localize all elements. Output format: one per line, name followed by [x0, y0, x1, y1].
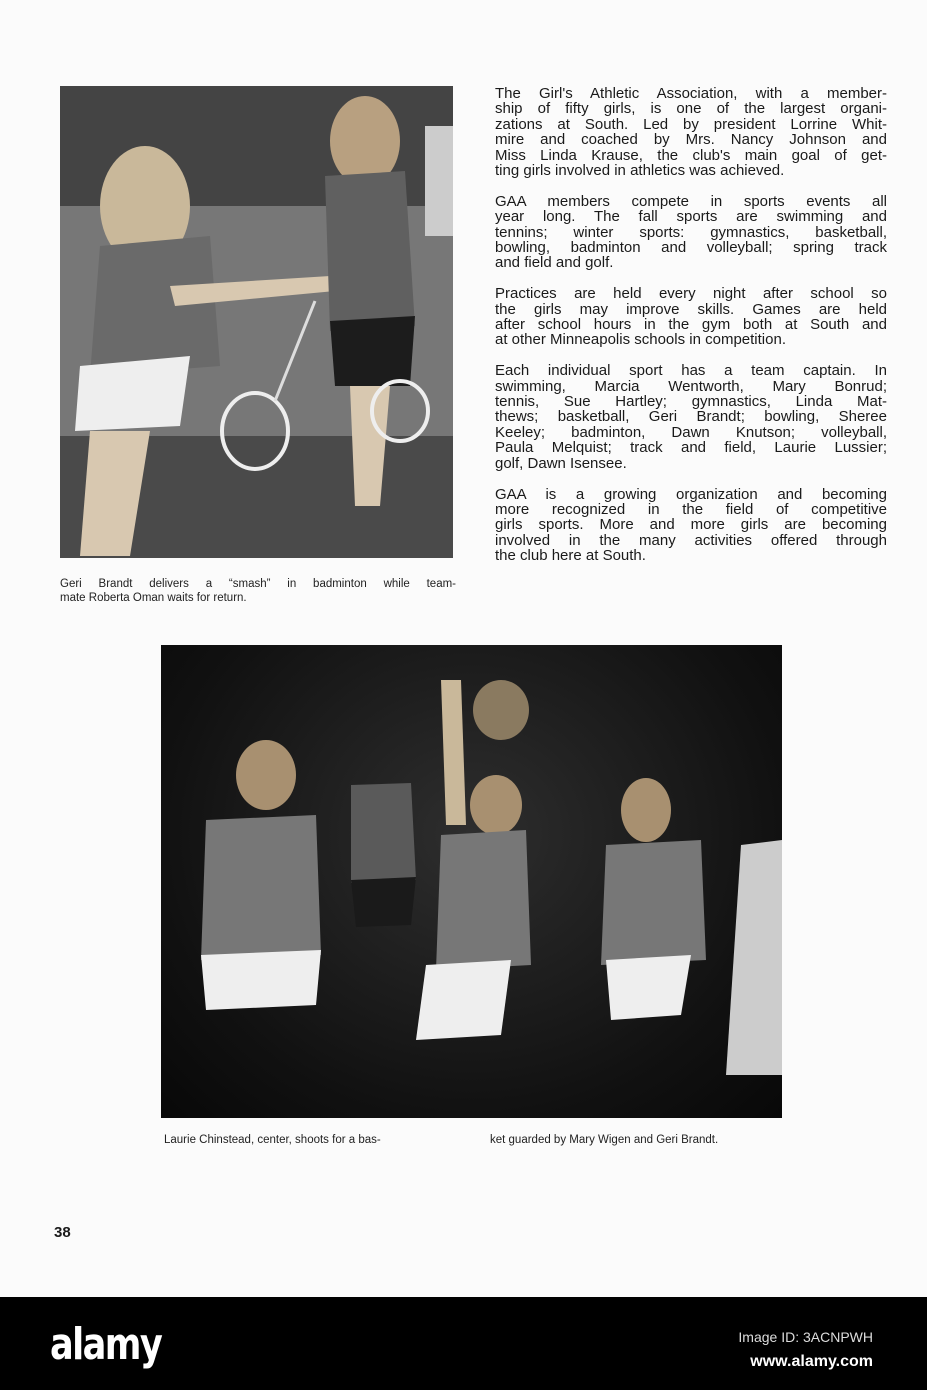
caption-line: Geri Brandt delivers a “smash” in badminton while team-	[60, 578, 456, 590]
article-line: thews; basketball, Geri Brandt; bowling, Sheree	[495, 408, 887, 426]
article-line: tennins; winter sports: gymnastics, basketball,	[495, 223, 887, 241]
basketball-caption-right: ket guarded by Mary Wigen and Geri Brandt.	[490, 1134, 719, 1146]
basketball-photo	[161, 645, 782, 1118]
article-line: year long. The fall sports are swimming and	[495, 208, 887, 226]
article-paragraph	[495, 286, 887, 348]
article-line: golf, Dawn Isensee.	[495, 454, 627, 472]
article-line: Miss Linda Krause, the club's main goal of get-	[495, 146, 887, 164]
watermark-footer	[0, 1297, 927, 1390]
article-line: Keeley; badminton, Dawn Knutson; volleyball,	[495, 423, 887, 441]
article-line: Each individual sport has a team captain. In	[495, 362, 887, 380]
alamy-logo: alamy	[50, 1319, 162, 1370]
article-line: girls sports. More and more girls are becoming	[495, 516, 887, 534]
article-line: mire and coached by Mrs. Nancy Johnson and	[495, 131, 887, 149]
article-line: involved in the many activities offered through	[495, 531, 887, 549]
badminton-caption	[60, 578, 456, 605]
article-line: GAA is a growing organization and becoming	[495, 485, 887, 503]
article-line: the girls may improve skills. Games are held	[495, 300, 887, 318]
article-line: The Girl's Athletic Association, with a member-	[495, 85, 887, 102]
article-line: and field and golf.	[495, 254, 614, 272]
article-line: at other Minneapolis schools in competition.	[495, 331, 786, 349]
article-line: more recognized in the field of competitive	[495, 500, 887, 518]
article-line: ship of fifty girls, is one of the largest organi-	[495, 100, 887, 118]
site-url: www.alamy.com	[750, 1353, 873, 1370]
article-line: zations at South. Led by president Lorrine Whit-	[495, 115, 887, 133]
article-line: swimming, Marcia Wentworth, Mary Bonrud;	[495, 377, 887, 395]
image-id: Image ID: 3ACNPWH	[738, 1329, 873, 1345]
article-line: ting girls involved in athletics was achieved.	[495, 162, 785, 180]
badminton-photo	[60, 86, 453, 558]
article-line: tennis, Sue Hartley; gymnastics, Linda Mat-	[495, 393, 887, 411]
article-line: bowling, badminton and volleyball; spring track	[495, 239, 887, 257]
article-paragraph	[495, 194, 887, 271]
article-paragraph	[495, 487, 887, 564]
article-line: Paula Melquist; track and field, Laurie Lussier;	[495, 439, 887, 457]
article-line: GAA members compete in sports events all	[495, 192, 887, 210]
caption-line: mate Roberta Oman waits for return.	[60, 591, 247, 604]
article-line: Practices are held every night after school so	[495, 285, 887, 303]
article-paragraph	[495, 86, 887, 178]
article-text	[495, 86, 887, 579]
basketball-caption-left: Laurie Chinstead, center, shoots for a bas-	[164, 1134, 381, 1146]
article-paragraph	[495, 363, 887, 471]
article-line: after school hours in the gym both at South and	[495, 316, 887, 334]
page-number: 38	[54, 1224, 71, 1241]
article-line: the club here at South.	[495, 547, 646, 565]
